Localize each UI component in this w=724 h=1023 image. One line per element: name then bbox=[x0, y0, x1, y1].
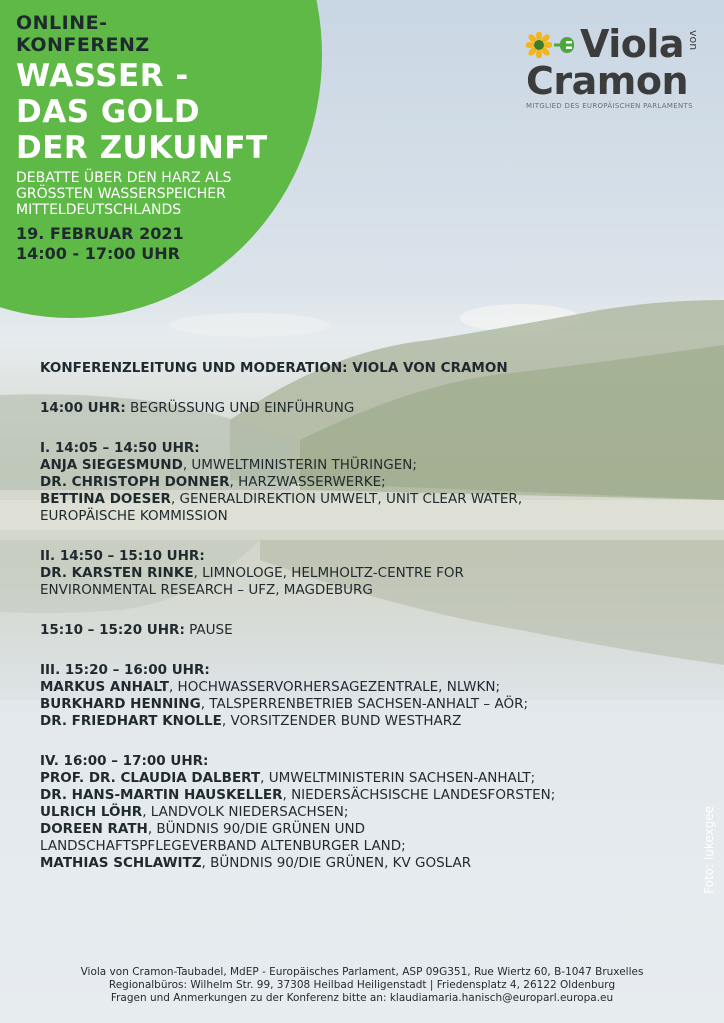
speaker-role: , BÜNDNIS 90/DIE GRÜNEN UND bbox=[147, 821, 366, 837]
speaker-role: , NIEDERSÄCHSISCHE LANDESFORSTEN; bbox=[282, 787, 556, 803]
event-time-line: 14:00 - 17:00 UHR bbox=[16, 244, 180, 263]
speaker-line bbox=[40, 565, 680, 582]
speaker-line bbox=[40, 804, 680, 821]
welcome-time: 14:00 UHR: bbox=[40, 400, 126, 416]
subtitle-line: MITTELDEUTSCHLANDS bbox=[16, 202, 182, 218]
speaker-continuation: ENVIRONMENTAL RESEARCH – UFZ, MAGDEBURG bbox=[40, 582, 373, 598]
speaker-role: , UMWELTMINISTERIN SACHSEN-ANHALT; bbox=[260, 770, 536, 786]
title-line: DER ZUKUNFT bbox=[16, 130, 268, 166]
speaker-line bbox=[40, 696, 680, 713]
speaker-role: , VORSITZENDER BUND WESTHARZ bbox=[221, 713, 462, 729]
pause-text: PAUSE bbox=[184, 622, 233, 638]
speaker-name: ANJA SIEGESMUND bbox=[40, 457, 183, 473]
event-kicker: ONLINE- KONFERENZ bbox=[16, 12, 150, 56]
event-date-line: 19. FEBRUAR 2021 bbox=[16, 224, 184, 243]
mep-logo bbox=[526, 22, 702, 110]
subtitle-line: DEBATTE ÜBER DEN HARZ ALS bbox=[16, 170, 232, 186]
speaker-line bbox=[40, 821, 680, 838]
block4-heading: IV. 16:00 – 17:00 UHR: bbox=[40, 753, 209, 769]
footer-imprint bbox=[0, 966, 724, 1005]
title-line: WASSER - bbox=[16, 58, 189, 94]
speaker-name: MATHIAS SCHLAWITZ bbox=[40, 855, 202, 871]
speaker-continuation: EUROPÄISCHE KOMMISSION bbox=[40, 508, 228, 524]
logo-firstname: Viola bbox=[580, 22, 685, 66]
speaker-line bbox=[40, 457, 680, 474]
title-line: DAS GOLD bbox=[16, 94, 201, 130]
event-title bbox=[16, 58, 306, 166]
speaker-line bbox=[40, 679, 680, 696]
logo-surname: Cramon bbox=[526, 59, 689, 103]
block2-heading: II. 14:50 – 15:10 UHR: bbox=[40, 548, 205, 564]
speaker-line bbox=[40, 474, 680, 491]
speaker-role: , LIMNOLOGE, HELMHOLTZ-CENTRE FOR bbox=[193, 565, 464, 581]
speaker-name: DR. FRIEDHART KNOLLE bbox=[40, 713, 222, 729]
speaker-role: , HARZWASSERWERKE; bbox=[229, 474, 386, 490]
event-subtitle bbox=[16, 170, 306, 218]
subtitle-line: GRÖSSTEN WASSERSPEICHER bbox=[16, 186, 226, 202]
speaker-role: , UMWELTMINISTERIN THÜRINGEN; bbox=[182, 457, 417, 473]
pause-time: 15:10 – 15:20 UHR: bbox=[40, 622, 185, 638]
pause-line bbox=[40, 622, 680, 639]
footer-line: Regionalbüros: Wilhelm Str. 99, 37308 Heilbad Heiligenstadt | Friedensplatz 4, 26122 Oldenburg bbox=[108, 979, 616, 991]
speaker-line bbox=[40, 713, 680, 730]
speaker-line bbox=[40, 855, 680, 872]
footer-line: Viola von Cramon-Taubadel, MdEP - Europäisches Parlament, ASP 09G351, Rue Wiertz 60, B-1047 Bruxelles bbox=[80, 966, 644, 978]
speaker-name: DR. HANS-MARTIN HAUSKELLER bbox=[40, 787, 283, 803]
speaker-role: , TALSPERRENBETRIEB SACHSEN-ANHALT – AÖR; bbox=[200, 696, 529, 712]
speaker-role: , GENERALDIREKTION UMWELT, UNIT CLEAR WATER, bbox=[170, 491, 523, 507]
speaker-continuation: LANDSCHAFTSPFLEGEVERBAND ALTENBURGER LAND; bbox=[40, 838, 406, 854]
speaker-name: DR. KARSTEN RINKE bbox=[40, 565, 194, 581]
speaker-name: DOREEN RATH bbox=[40, 821, 148, 837]
footer-line: Fragen und Anmerkungen zu der Konferenz bitte an: klaudiamaria.hanisch@europarl.europa.eu bbox=[110, 992, 614, 1004]
event-header bbox=[16, 12, 306, 264]
speaker-name: BETTINA DOESER bbox=[40, 491, 171, 507]
eu-plug-icon bbox=[552, 34, 576, 56]
block3-heading: III. 15:20 – 16:00 UHR: bbox=[40, 662, 210, 678]
welcome-line bbox=[40, 400, 680, 417]
speaker-line bbox=[40, 787, 680, 804]
speaker-name: BURKHARD HENNING bbox=[40, 696, 201, 712]
conference-program bbox=[40, 360, 680, 872]
speaker-name: ULRICH LÖHR bbox=[40, 804, 143, 820]
logo-tagline: MITGLIED DES EUROPÄISCHEN PARLAMENTS bbox=[526, 102, 693, 110]
logo-icons bbox=[526, 32, 576, 58]
block1-heading: I. 14:05 – 14:50 UHR: bbox=[40, 440, 200, 456]
speaker-role: , HOCHWASSERVORHERSAGEZENTRALE, NLWKN; bbox=[168, 679, 500, 695]
sunflower-icon bbox=[526, 32, 552, 58]
moderation-line: KONFERENZLEITUNG UND MODERATION: VIOLA VON CRAMON bbox=[40, 360, 508, 376]
welcome-text: BEGRÜSSUNG UND EINFÜHRUNG bbox=[125, 400, 355, 416]
speaker-name: MARKUS ANHALT bbox=[40, 679, 169, 695]
speaker-line bbox=[40, 770, 680, 787]
speaker-role: , LANDVOLK NIEDERSACHSEN; bbox=[142, 804, 349, 820]
photo-credit: Foto: lukexgee bbox=[702, 806, 716, 894]
speaker-name: DR. CHRISTOPH DONNER bbox=[40, 474, 230, 490]
logo-von: von bbox=[687, 30, 701, 51]
event-date bbox=[16, 224, 306, 264]
speaker-role: , BÜNDNIS 90/DIE GRÜNEN, KV GOSLAR bbox=[201, 855, 472, 871]
speaker-line bbox=[40, 491, 680, 508]
speaker-name: PROF. DR. CLAUDIA DALBERT bbox=[40, 770, 261, 786]
